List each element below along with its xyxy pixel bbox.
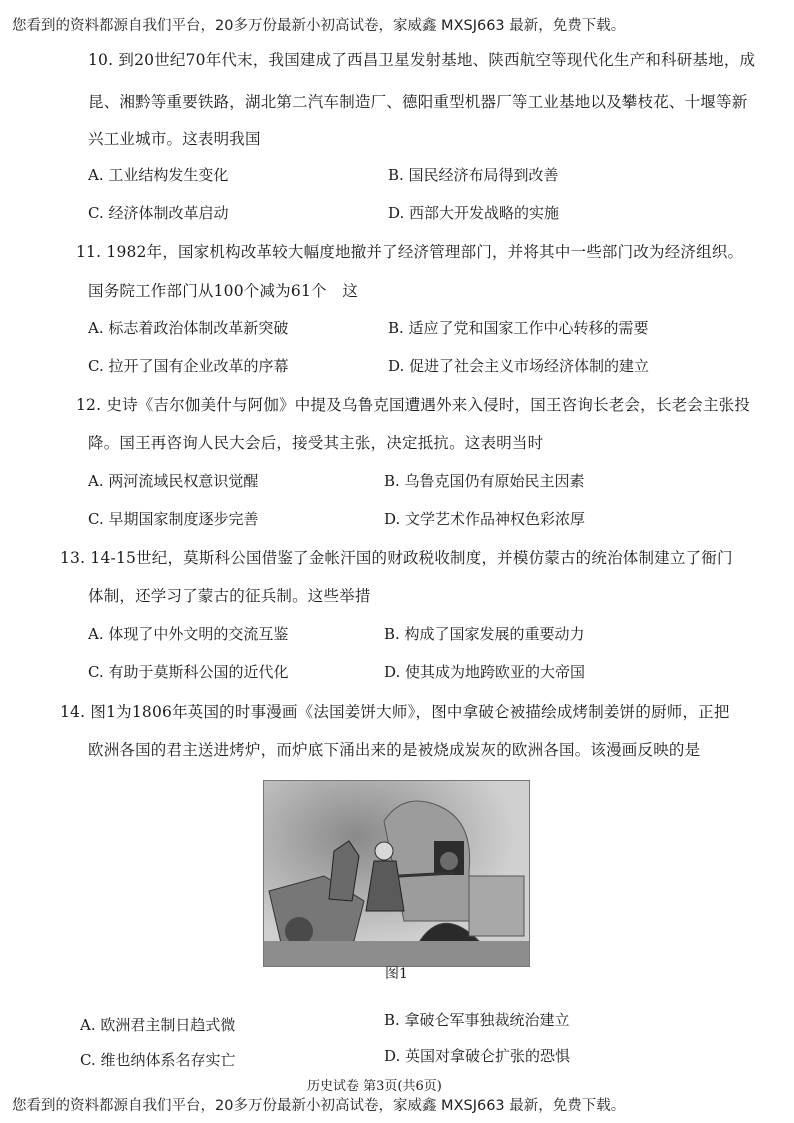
q13-option-b: B. 构成了国家发展的重要动力: [384, 625, 585, 643]
q10-option-b: B. 国民经济布局得到改善: [388, 166, 559, 184]
q13-line-2: 体制，还学习了蒙古的征兵制。这些举措: [88, 587, 371, 605]
q11-option-a: A. 标志着政治体制改革新突破: [88, 319, 289, 337]
q12-option-c: C. 早期国家制度逐步完善: [88, 510, 259, 528]
q12-option-d: D. 文学艺术作品神权色彩浓厚: [384, 510, 586, 528]
q13-line-1: 13. 14-15世纪，莫斯科公国借鉴了金帐汗国的财政税收制度，并模仿蒙古的统治体制建立了衙门: [60, 549, 733, 567]
q14-option-c: C. 维也纳体系名存实亡: [80, 1051, 236, 1069]
q10-line-2: 昆、湘黔等重要铁路，湖北第二汽车制造厂、德阳重型机器厂等工业基地以及攀枝花、十堰等新: [88, 93, 748, 111]
q13-option-d: D. 使其成为地跨欧亚的大帝国: [384, 663, 586, 681]
q14-option-b: B. 拿破仑军事独裁统治建立: [384, 1011, 570, 1029]
figure-caption: 图1: [385, 966, 408, 982]
gingerbread-baker-cartoon-image: [263, 780, 530, 967]
q10-option-a: A. 工业结构发生变化: [88, 166, 229, 184]
q13-option-a: A. 体现了中外文明的交流互鉴: [88, 625, 289, 643]
q10-line-3: 兴工业城市。这表明我国: [88, 130, 261, 148]
top-watermark-banner: 您看到的资料都源自我们平台，20多万份最新小初高试卷，家威鑫 MXSJ663 最新，免费下载。: [12, 18, 626, 34]
q12-line-2: 降。国王再咨询人民大会后，接受其主张，决定抵抗。这表明当时: [88, 434, 544, 452]
bottom-watermark-banner: 您看到的资料都源自我们平台，20多万份最新小初高试卷，家威鑫 MXSJ663 最新，免费下载。: [12, 1098, 626, 1114]
q10-line-1: 10. 到20世纪70年代末，我国建成了西昌卫星发射基地、陕西航空等现代化生产和科研基地，成: [88, 51, 756, 69]
q11-option-c: C. 拉开了国有企业改革的序幕: [88, 357, 289, 375]
page-footer: 历史试卷 第3页(共6页): [307, 1079, 442, 1094]
q13-option-c: C. 有助于莫斯科公国的近代化: [88, 663, 289, 681]
q10-option-c: C. 经济体制改革启动: [88, 204, 229, 222]
q11-option-b: B. 适应了党和国家工作中心转移的需要: [388, 319, 649, 337]
q10-option-d: D. 西部大开发战略的实施: [388, 204, 560, 222]
q12-line-1: 12. 史诗《吉尔伽美什与阿伽》中提及乌鲁克国遭遇外来入侵时，国王咨询长老会，长老会主张投: [76, 396, 751, 414]
q11-option-d: D. 促进了社会主义市场经济体制的建立: [388, 357, 650, 375]
q14-line-1: 14. 图1为1806年英国的时事漫画《法国姜饼大师》，图中拿破仑被描绘成烤制姜饼的厨师，正把: [60, 703, 730, 721]
q11-line-1: 11. 1982年，国家机构改革较大幅度地撤并了经济管理部门，并将其中一些部门改为经济组织。: [76, 243, 744, 261]
q14-option-d: D. 英国对拿破仑扩张的恐惧: [384, 1047, 571, 1065]
q14-option-a: A. 欧洲君主制日趋式微: [80, 1016, 236, 1034]
q11-line-2: 国务院工作部门从100个减为61个 这: [88, 282, 359, 300]
q14-line-2: 欧洲各国的君主送进烤炉，而炉底下涌出来的是被烧成炭灰的欧洲各国。该漫画反映的是: [88, 741, 701, 759]
q12-option-b: B. 乌鲁克国仍有原始民主因素: [384, 472, 585, 490]
q12-option-a: A. 两河流域民权意识觉醒: [88, 472, 259, 490]
